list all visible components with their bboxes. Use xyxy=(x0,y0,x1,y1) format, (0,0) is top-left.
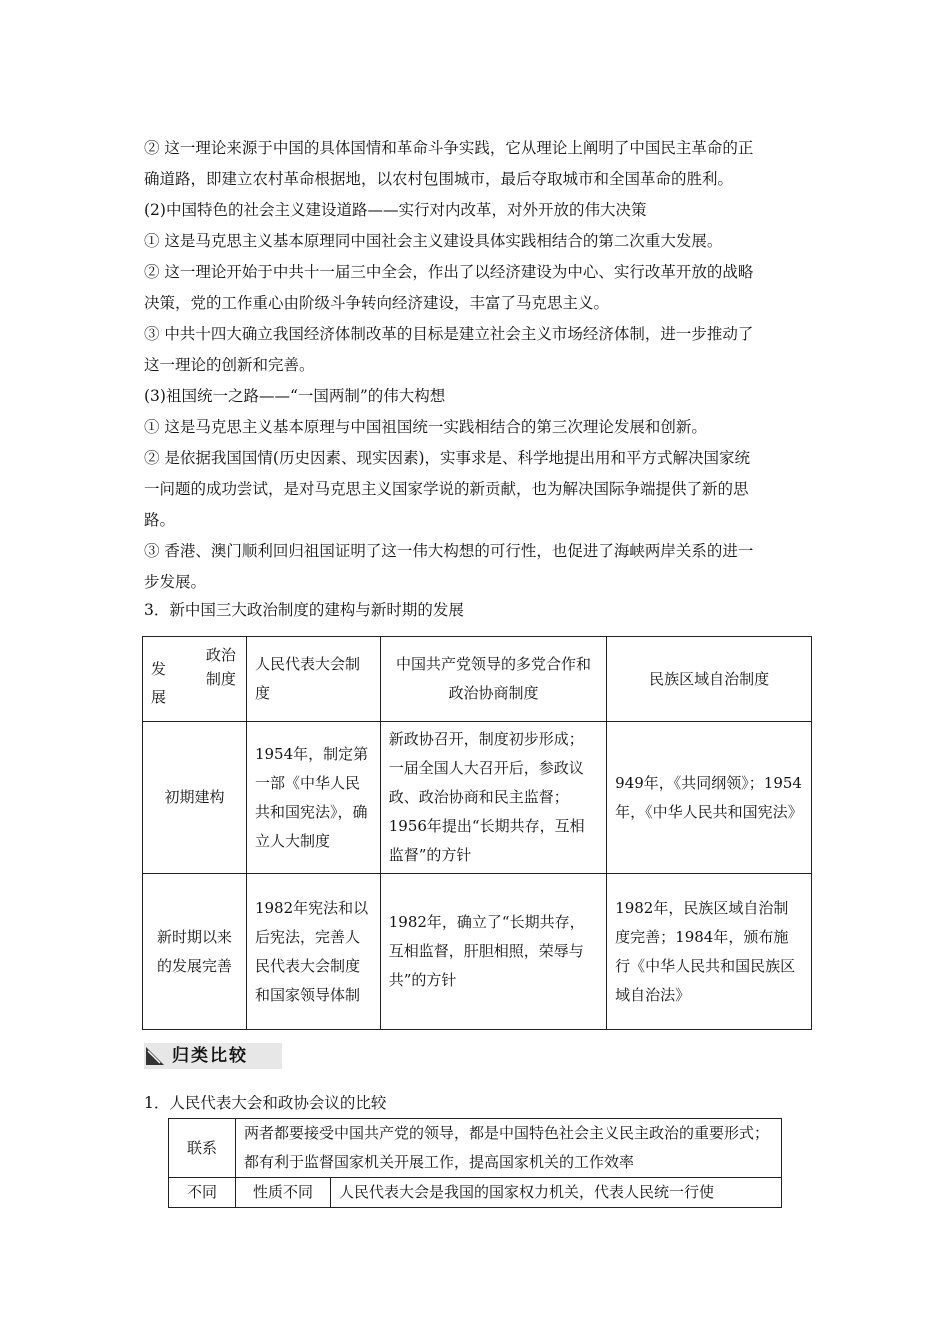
compare-title: 1．人民代表大会和政协会议的比较 xyxy=(144,1094,387,1112)
table-cell: 1954年，制定第一部《中华人民共和国宪法》，确立人大制度 xyxy=(246,722,380,874)
section-title: 归类比较 xyxy=(172,1046,248,1066)
table-cell: 新政协召开，制度初步形成；一届全国人大召开后，参政议政、政治协商和民主监督；1956年提出“长期共存，互相监督”的方针 xyxy=(380,722,606,874)
text-line: ③ 中共十四大确立我国经济体制改革的目标是建立社会主义市场经济体制，进一步推动了 xyxy=(144,325,754,343)
sub-label: 性质不同 xyxy=(236,1178,331,1208)
text-line: (2)中国特色的社会主义建设道路——实行对内改革，对外开放的伟大决策 xyxy=(144,201,647,219)
text-line: 一问题的成功尝试，是对马克思主义国家学说的新贡献，也为解决国际争端提供了新的思 xyxy=(144,480,749,498)
text-line: (3)祖国统一之路——“一国两制”的伟大构想 xyxy=(144,387,446,405)
header-autonomy: 民族区域自治制度 xyxy=(607,637,812,722)
row-label: 不同 xyxy=(169,1178,236,1208)
table-row xyxy=(143,722,812,874)
header-label: 制度 xyxy=(205,670,236,688)
table-caption: 3．新中国三大政治制度的建构与新时期的发展 xyxy=(144,601,464,619)
header-npc: 人民代表大会制度 xyxy=(246,637,380,722)
table-row xyxy=(169,1119,782,1178)
text-line: ③ 香港、澳门顺利回归祖国证明了这一伟大构想的可行性，也促进了海峡两岸关系的进一 xyxy=(144,542,754,560)
text-line: 这一理论的创新和完善。 xyxy=(144,356,315,374)
table-cell: 1982年宪法和以后宪法，完善人民代表大会制度和国家领导体制 xyxy=(246,874,380,1030)
table-cell: 两者都要接受中国共产党的领导，都是中国特色社会主义民主政治的重要形式；都有利于监督国家机关开展工作，提高国家机关的工作效率 xyxy=(236,1119,782,1178)
section-heading xyxy=(144,1043,282,1069)
stage-cell: 新时期以来的发展完善 xyxy=(143,874,247,1030)
table-header-row xyxy=(143,637,812,722)
text-line: ② 这一理论来源于中国的具体国情和革命斗争实践，它从理论上阐明了中国民主革命的正 xyxy=(144,139,754,157)
header-label: 发 xyxy=(151,660,167,678)
text-line: 决策，党的工作重心由阶级斗争转向经济建设，丰富了马克思主义。 xyxy=(144,294,610,312)
header-label: 政治 xyxy=(205,646,236,664)
text-line: ① 这是马克思主义基本原理同中国社会主义建设具体实践相结合的第二次重大发展。 xyxy=(144,232,723,250)
table-cell: 949年，《共同纲领》；1954年，《中华人民共和国宪法》 xyxy=(607,722,812,874)
comparison-table xyxy=(168,1118,782,1208)
text-line: 确道路，即建立农村革命根据地，以农村包围城市，最后夺取城市和全国革命的胜利。 xyxy=(144,170,734,188)
text-line: ② 这一理论开始于中共十一届三中全会，作出了以经济建设为中心、实行改革开放的战略 xyxy=(144,263,754,281)
table-cell: 1982年，确立了“长期共存，互相监督，肝胆相照，荣辱与共”的方针 xyxy=(380,874,606,1030)
body-paragraphs xyxy=(144,133,808,622)
table-cell: 人民代表大会是我国的国家权力机关，代表人民统一行使 xyxy=(331,1178,782,1208)
table-cell: 1982年，民族区域自治制度完善；1984年，颁布施行《中华人民共和国民族区域自治法》 xyxy=(607,874,812,1030)
political-systems-table xyxy=(142,636,812,1030)
section-marker-icon xyxy=(146,1047,164,1065)
text-line: 路。 xyxy=(144,511,176,529)
text-line: 步发展。 xyxy=(144,573,207,591)
header-cppcc: 中国共产党领导的多党合作和政治协商制度 xyxy=(380,637,606,722)
text-line: ② 是依据我国国情(历史因素、现实因素)，实事求是、科学地提出用和平方式解决国家统 xyxy=(144,449,751,467)
row-label: 联系 xyxy=(169,1119,236,1178)
text-line: ① 这是马克思主义基本原理与中国祖国统一实践相结合的第三次理论发展和创新。 xyxy=(144,418,707,436)
compare-heading xyxy=(144,1090,808,1116)
stage-cell: 初期建构 xyxy=(143,722,247,874)
diagonal-header-cell xyxy=(143,637,247,722)
table-row xyxy=(143,874,812,1030)
header-label: 展 xyxy=(151,688,167,706)
table-row xyxy=(169,1178,782,1208)
